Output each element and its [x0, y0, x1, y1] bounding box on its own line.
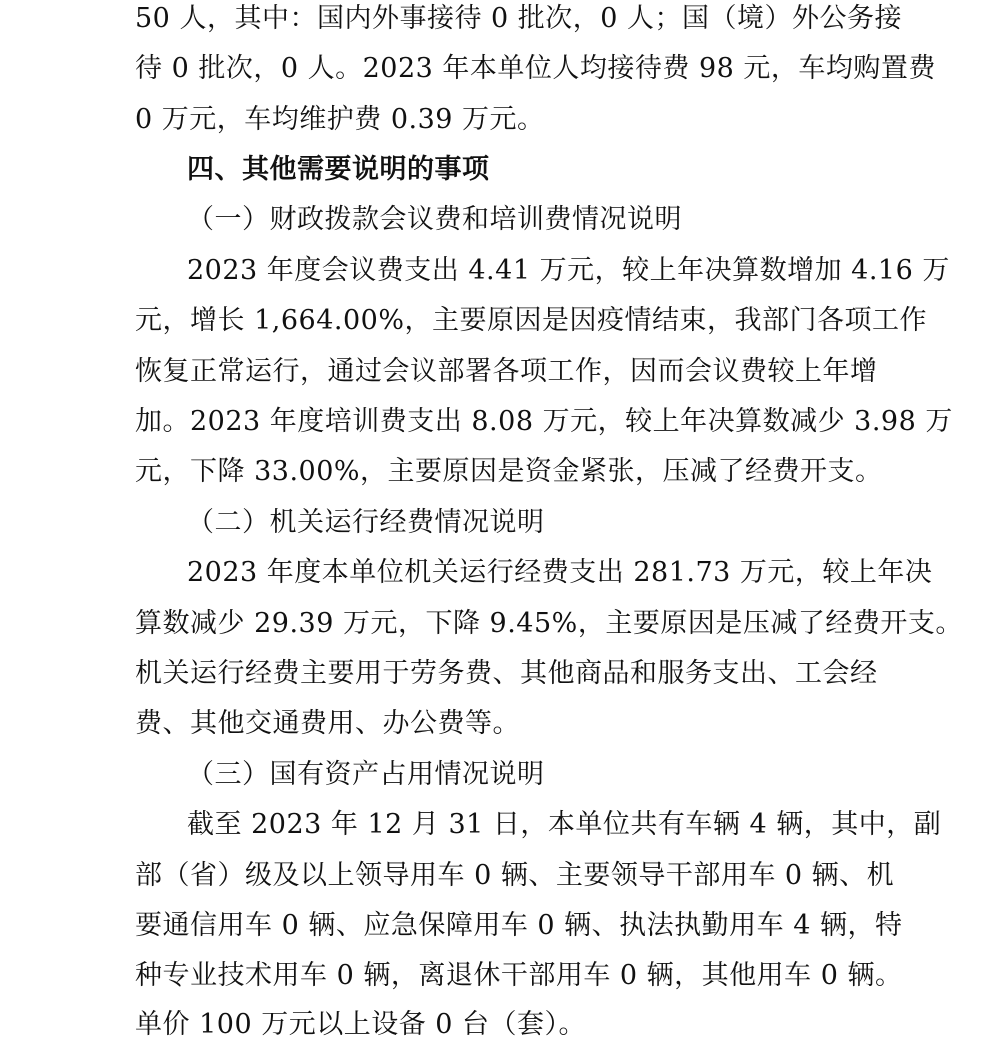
- text-line: 2023 年度本单位机关运行经费支出 281.73 万元，较上年决: [187, 557, 933, 588]
- subsection-heading: （三）国有资产占用情况说明: [187, 759, 545, 790]
- text-line: 50 人，其中：国内外事接待 0 批次，0 人；国（境）外公务接: [135, 3, 903, 34]
- subsection-heading: （二）机关运行经费情况说明: [187, 507, 545, 538]
- text-line: 加。2023 年度培训费支出 8.08 万元，较上年决算数减少 3.98 万: [135, 406, 953, 437]
- text-line: 机关运行经费主要用于劳务费、其他商品和服务支出、工会经: [135, 658, 878, 689]
- text-line: 0 万元，车均维护费 0.39 万元。: [135, 104, 545, 135]
- text-line: 费、其他交通费用、办公费等。: [135, 708, 520, 739]
- text-line: 单价 100 万元以上设备 0 台（套）。: [135, 1009, 587, 1040]
- text-line: 截至 2023 年 12 月 31 日，本单位共有车辆 4 辆，其中，副: [187, 809, 942, 840]
- subsection-heading: （一）财政拨款会议费和培训费情况说明: [187, 204, 682, 235]
- text-line: 算数减少 29.39 万元，下降 9.45%，主要原因是压减了经费开支。: [135, 608, 963, 639]
- text-line: 元，下降 33.00%，主要原因是资金紧张，压减了经费开支。: [135, 456, 883, 487]
- section-heading: 四、其他需要说明的事项: [187, 154, 490, 185]
- text-line: 待 0 批次，0 人。2023 年本单位人均接待费 98 元，车均购置费: [135, 53, 936, 84]
- text-line: 元，增长 1,664.00%，主要原因是因疫情结束，我部门各项工作: [135, 305, 927, 336]
- text-line: 2023 年度会议费支出 4.41 万元，较上年决算数增加 4.16 万: [187, 255, 950, 286]
- text-line: 种专业技术用车 0 辆，离退休干部用车 0 辆，其他用车 0 辆。: [135, 960, 903, 991]
- text-line: 恢复正常运行，通过会议部署各项工作，因而会议费较上年增: [135, 356, 878, 387]
- text-line: 要通信用车 0 辆、应急保障用车 0 辆、执法执勤用车 4 辆，特: [135, 910, 903, 941]
- text-line: 部（省）级及以上领导用车 0 辆、主要领导干部用车 0 辆、机: [135, 860, 895, 891]
